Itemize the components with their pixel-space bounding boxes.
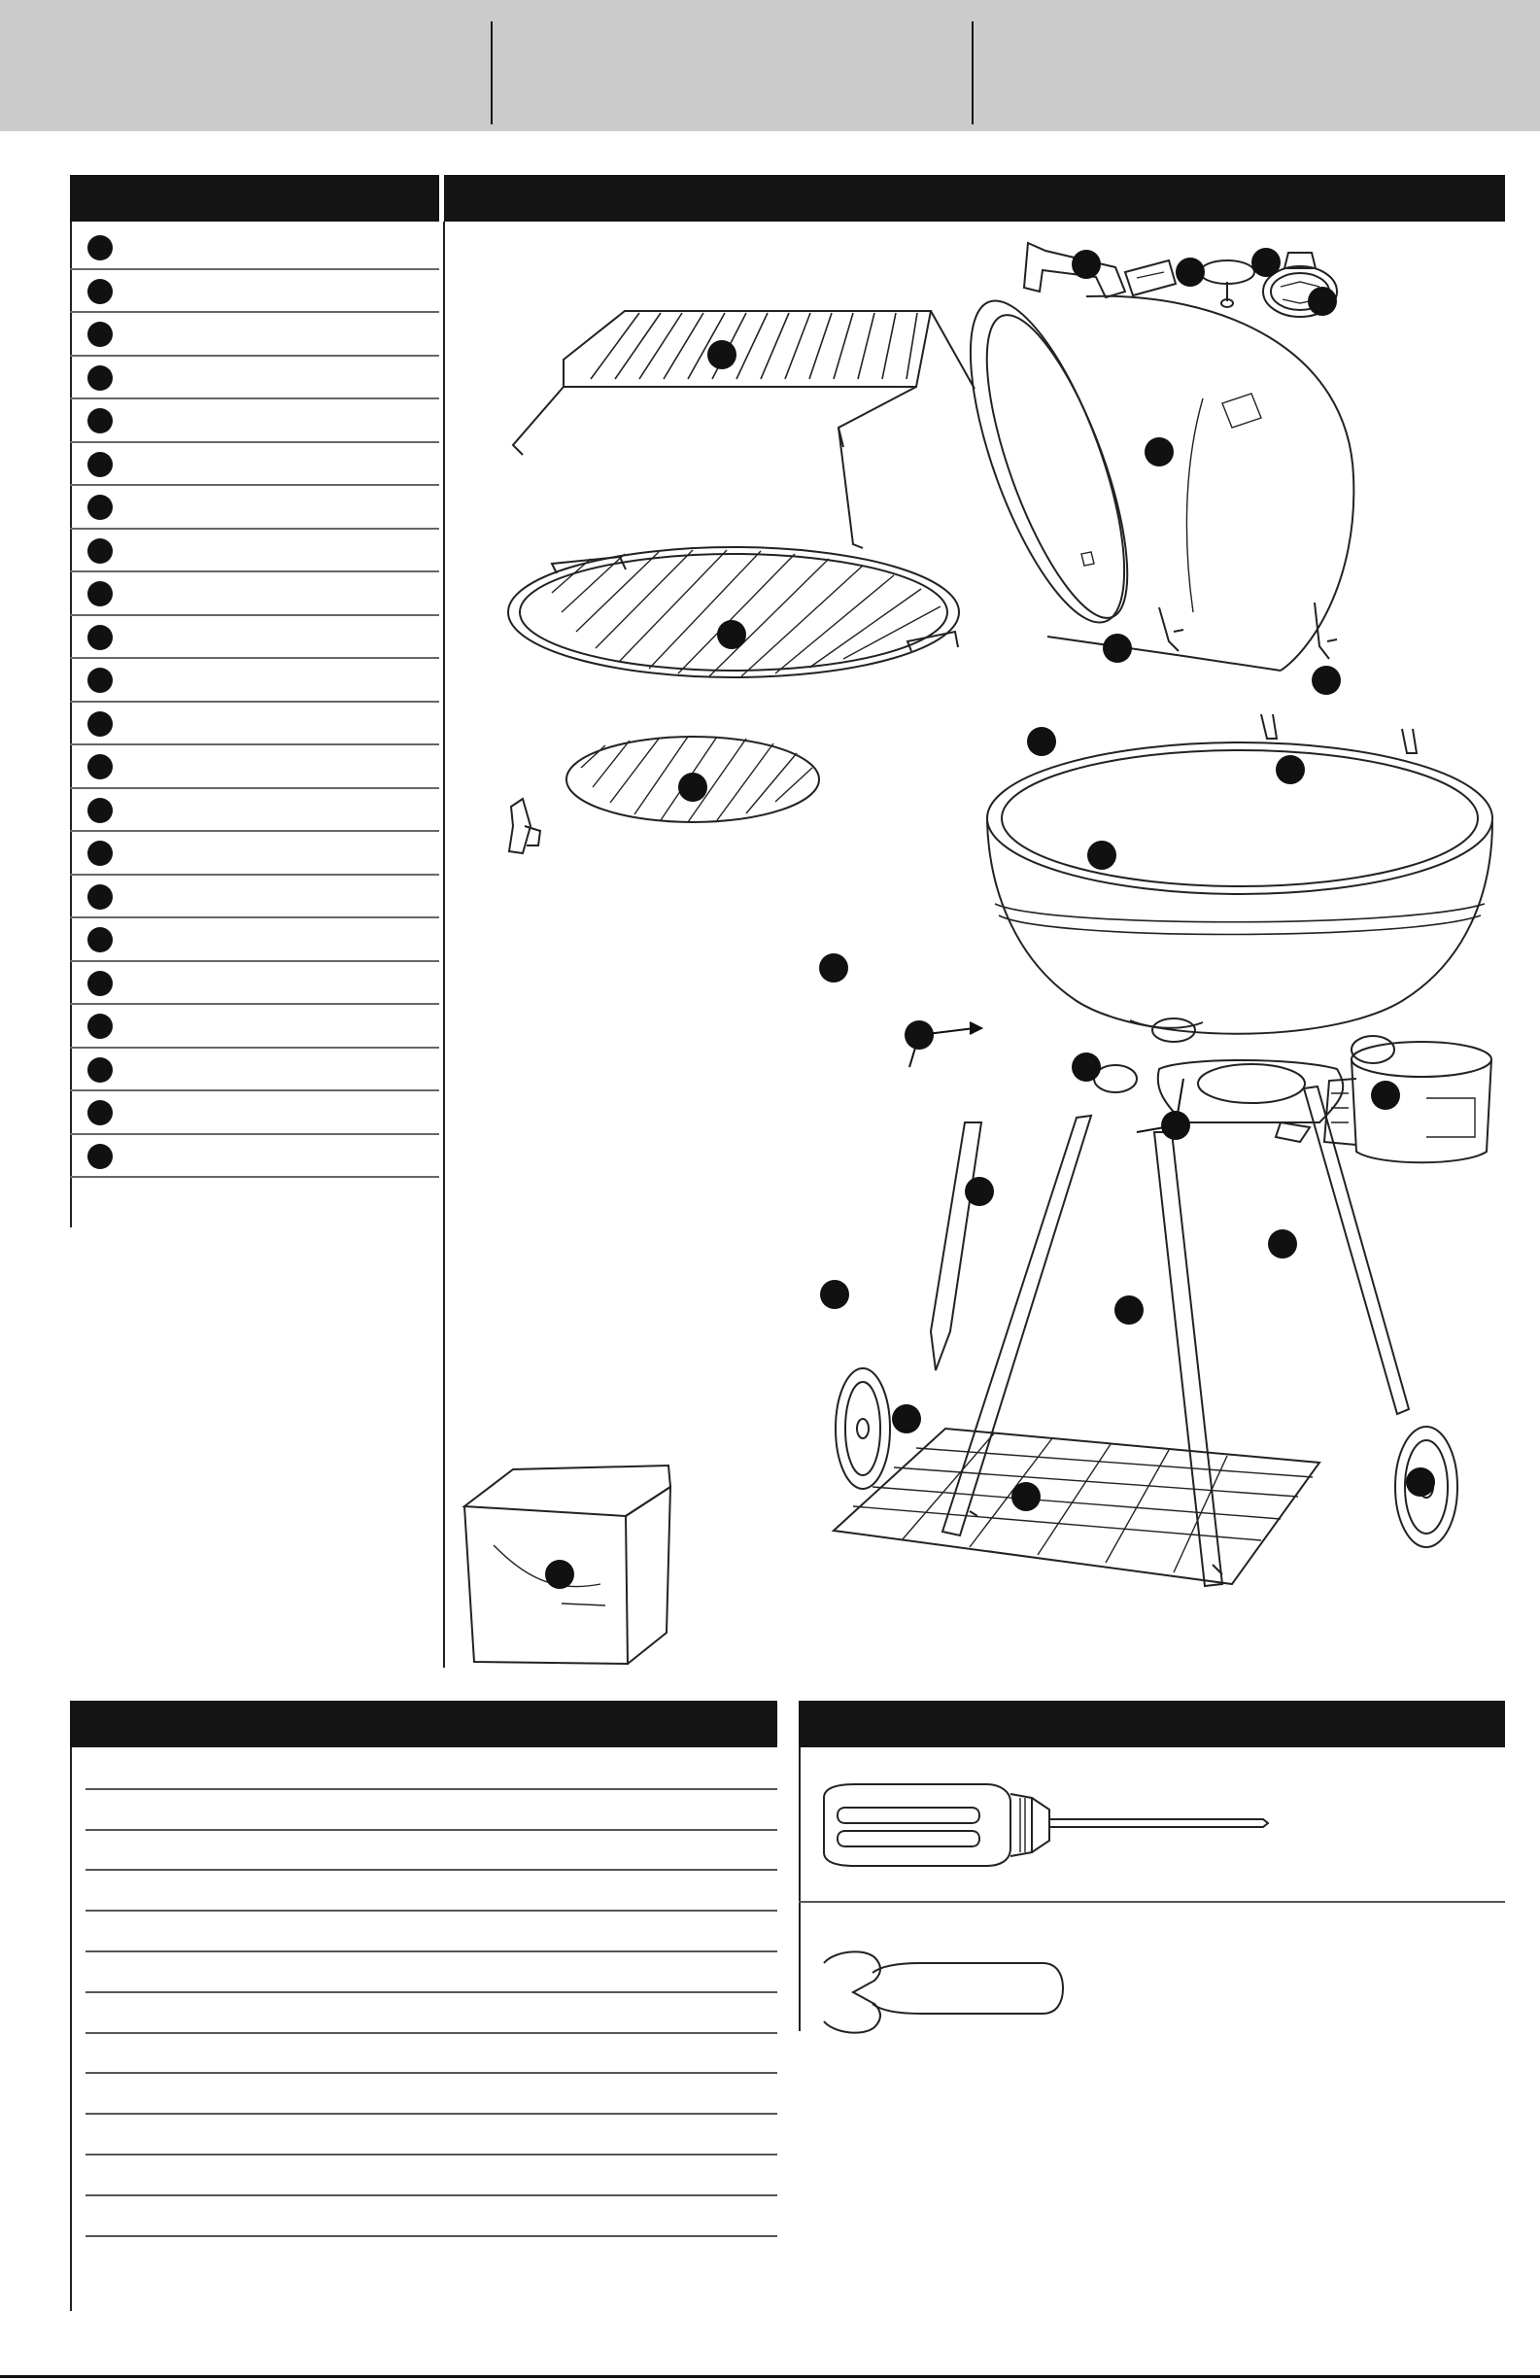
part-number-badge [87, 754, 113, 779]
part-callout [1072, 1052, 1101, 1082]
heat-shield-drawing [1125, 260, 1176, 295]
part-number-badge [87, 365, 113, 391]
parts-list-row [70, 357, 439, 400]
exploded-grill-diagram [445, 224, 1504, 1672]
part-number-badge [87, 884, 113, 910]
part-callout [965, 1177, 994, 1206]
part-callout [892, 1404, 921, 1433]
ash-damper-drawing [509, 799, 540, 853]
parts-list-row [70, 616, 439, 660]
part-callout [1011, 1482, 1041, 1511]
part-callout [678, 773, 707, 802]
legs-drawing [931, 1087, 1409, 1586]
parts-list-row [70, 832, 439, 876]
parts-list-row [70, 789, 439, 833]
part-number-badge [87, 625, 113, 650]
grill-lid-drawing [939, 284, 1353, 671]
part-callout [1072, 250, 1101, 279]
part-callout [1371, 1081, 1400, 1110]
hardware-header [70, 1701, 777, 1747]
part-callout [820, 1280, 849, 1309]
part-callout [1406, 1467, 1435, 1497]
hardware-row [86, 1952, 777, 1993]
parts-list-row [70, 659, 439, 703]
parts-list-row [70, 745, 439, 789]
hardware-row [86, 2074, 777, 2115]
warming-rack-drawing [513, 311, 975, 548]
part-number-badge [87, 711, 113, 737]
part-number-badge [87, 1057, 113, 1083]
part-callout [1276, 755, 1305, 784]
part-number-badge [87, 1144, 113, 1169]
parts-list-row [70, 270, 439, 314]
part-number-badge [87, 1100, 113, 1125]
header-divider [972, 21, 974, 124]
diagram-header [444, 175, 1505, 222]
hardware-row [86, 1790, 777, 1831]
hardware-row [86, 1871, 777, 1912]
part-callout [1114, 1295, 1144, 1325]
parts-list-row [70, 918, 439, 962]
parts-list-row [70, 1049, 439, 1092]
part-callout [1251, 248, 1281, 277]
hardware-row [86, 1831, 777, 1872]
parts-list-row [70, 1135, 439, 1179]
parts-list [70, 226, 439, 1178]
part-callout [1145, 437, 1174, 466]
part-callout [1087, 841, 1116, 870]
grill-bowl-drawing [987, 714, 1492, 1034]
cooking-grate-drawing [508, 547, 959, 677]
hardware-row [86, 1749, 777, 1790]
part-number-badge [87, 408, 113, 433]
part-callout [1312, 666, 1341, 695]
part-number-badge [87, 927, 113, 952]
parts-list-row [70, 962, 439, 1006]
part-callout [1308, 287, 1337, 316]
part-callout [707, 340, 736, 369]
part-number-badge [87, 581, 113, 606]
hardware-row [86, 1993, 777, 2034]
part-number-badge [87, 322, 113, 347]
wrench-icon [814, 1944, 1067, 2041]
part-number-badge [87, 798, 113, 823]
hardware-row [86, 2156, 777, 2196]
hardware-left-rule [70, 1747, 72, 2311]
parts-list-row [70, 572, 439, 616]
parts-list-row [70, 1091, 439, 1135]
tools-header [799, 1701, 1505, 1747]
parts-list-row [70, 443, 439, 487]
bottom-rule [0, 2375, 1540, 2378]
header-band [0, 0, 1540, 131]
parts-list-row [70, 486, 439, 530]
parts-list-row [70, 226, 439, 270]
part-callout [717, 620, 746, 649]
parts-list-row [70, 313, 439, 357]
ash-pan-drawing [1324, 1042, 1491, 1162]
hardware-row [86, 2034, 777, 2075]
hardware-row [86, 2115, 777, 2156]
part-number-badge [87, 668, 113, 693]
part-callout [1176, 258, 1205, 287]
part-number-badge [87, 279, 113, 304]
part-callout [1027, 727, 1056, 756]
parts-list-row [70, 399, 439, 443]
parts-list-row [70, 876, 439, 919]
screwdriver-icon [816, 1780, 1283, 1878]
hardware-row [86, 2196, 777, 2237]
part-callout [545, 1560, 574, 1589]
lid-vent-knob-drawing [1200, 260, 1254, 307]
part-number-badge [87, 1014, 113, 1039]
header-divider [491, 21, 493, 124]
parts-list-header [70, 175, 439, 222]
hardware-row [86, 1912, 777, 1952]
part-callout [819, 953, 848, 983]
part-number-badge [87, 235, 113, 260]
callout-arrows [909, 1022, 1183, 1132]
hardware-list [86, 1749, 777, 2237]
part-number-badge [87, 841, 113, 866]
bottom-rack-drawing [834, 1429, 1319, 1584]
parts-list-row [70, 530, 439, 573]
parts-list-row [70, 1005, 439, 1049]
part-number-badge [87, 452, 113, 477]
tools-left-rule [799, 1747, 801, 2031]
part-callout [1103, 634, 1132, 663]
part-number-badge [87, 538, 113, 564]
parts-list-row [70, 703, 439, 746]
wheels-drawing [836, 1368, 1457, 1547]
tools-divider [799, 1901, 1505, 1903]
part-callout [1268, 1229, 1297, 1259]
part-callouts [545, 248, 1435, 1589]
part-number-badge [87, 495, 113, 520]
part-number-badge [87, 971, 113, 996]
